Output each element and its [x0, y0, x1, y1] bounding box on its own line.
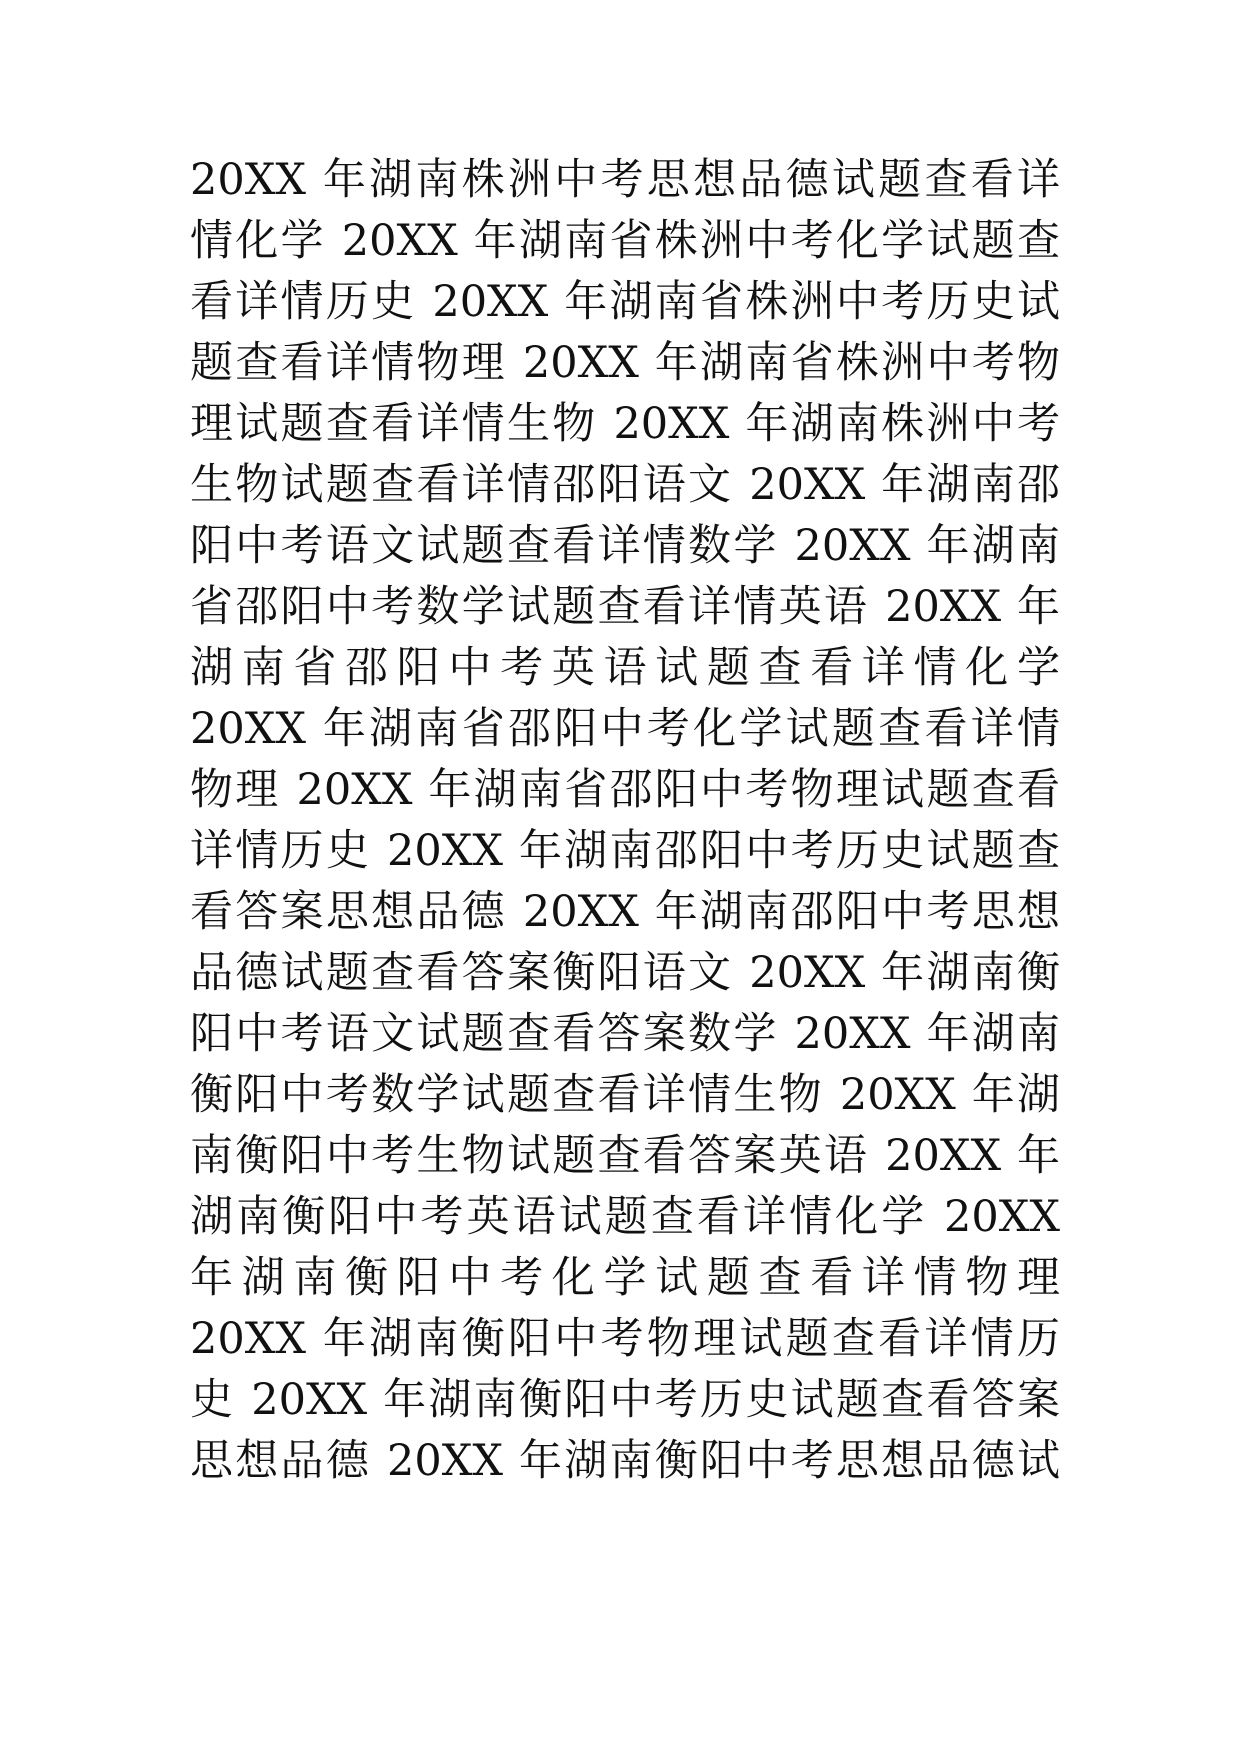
text-line-22: 思想品德 20XX 年湖南衡阳中考思想品德试 — [190, 1436, 1060, 1486]
text-line-18: 湖南衡阳中考英语试题查看详情化学 20XX — [190, 1192, 1060, 1242]
text-line-3: 看详情历史 20XX 年湖南省株洲中考历史试 — [190, 277, 1060, 327]
text-line-13: 看答案思想品德 20XX 年湖南邵阳中考思想 — [190, 887, 1060, 937]
text-line-21: 史 20XX 年湖南衡阳中考历史试题查看答案 — [190, 1375, 1060, 1425]
text-line-16: 衡阳中考数学试题查看详情生物 20XX 年湖 — [190, 1070, 1060, 1120]
body-text — [190, 150, 1060, 1492]
text-line-19: 年湖南衡阳中考化学试题查看详情物理 — [190, 1253, 1060, 1303]
text-line-5: 理试题查看详情生物 20XX 年湖南株洲中考 — [190, 399, 1060, 449]
text-line-17: 南衡阳中考生物试题查看答案英语 20XX 年 — [190, 1131, 1060, 1181]
text-line-1: 20XX 年湖南株洲中考思想品德试题查看详 — [190, 155, 1060, 205]
text-line-11: 物理 20XX 年湖南省邵阳中考物理试题查看 — [190, 765, 1060, 815]
text-line-7: 阳中考语文试题查看详情数学 20XX 年湖南 — [190, 521, 1060, 571]
text-line-6: 生物试题查看详情邵阳语文 20XX 年湖南邵 — [190, 460, 1060, 510]
text-line-9: 湖南省邵阳中考英语试题查看详情化学 — [190, 643, 1060, 693]
text-line-2: 情化学 20XX 年湖南省株洲中考化学试题查 — [190, 216, 1060, 266]
text-line-14: 品德试题查看答案衡阳语文 20XX 年湖南衡 — [190, 948, 1060, 998]
text-line-20: 20XX 年湖南衡阳中考物理试题查看详情历 — [190, 1314, 1060, 1364]
text-line-10: 20XX 年湖南省邵阳中考化学试题查看详情 — [190, 704, 1060, 754]
text-line-4: 题查看详情物理 20XX 年湖南省株洲中考物 — [190, 338, 1060, 388]
text-line-15: 阳中考语文试题查看答案数学 20XX 年湖南 — [190, 1009, 1060, 1059]
text-line-12: 详情历史 20XX 年湖南邵阳中考历史试题查 — [190, 826, 1060, 876]
text-line-8: 省邵阳中考数学试题查看详情英语 20XX 年 — [190, 582, 1060, 632]
